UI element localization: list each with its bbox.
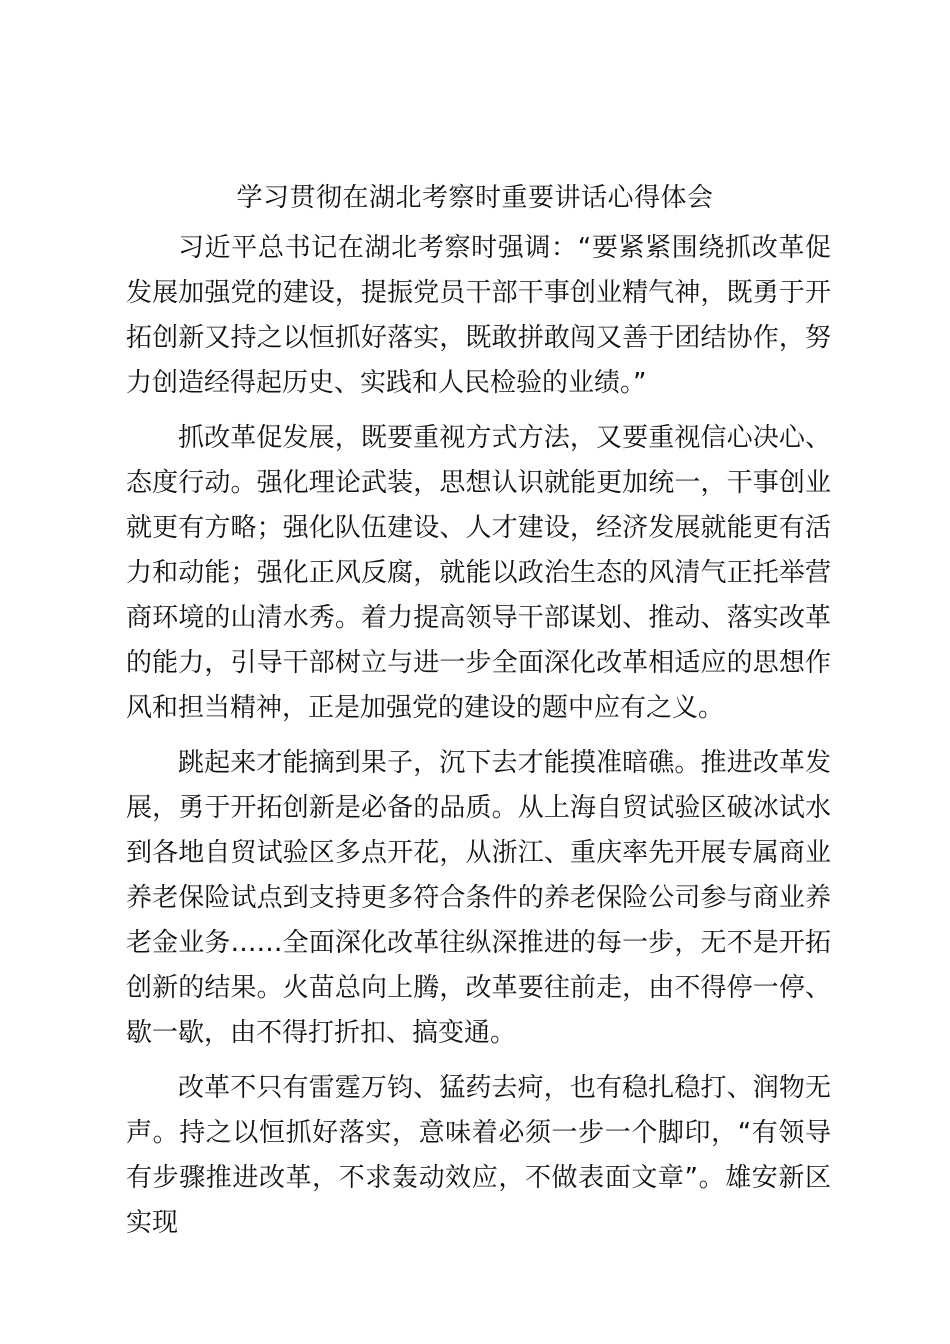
document-body bbox=[126, 226, 831, 1246]
document-title: 学习贯彻在湖北考察时重要讲话心得体会 bbox=[236, 183, 714, 213]
paragraph-1: 习近平总书记在湖北考察时强调：“要紧紧围绕抓改革促发展加强党的建设，提振党员干部干事创业精气神，既勇于开拓创新又持之以恒抓好落实，既敢拼敢闯又善于团结协作，努力创造经得起历史、实践和人民检验的业绩。” bbox=[126, 233, 831, 398]
paragraph-3: 跳起来才能摘到果子，沉下去才能摸准暗礁。推进改革发展，勇于开拓创新是必备的品质。从上海自贸试验区破冰试水到各地自贸试验区多点开花，从浙江、重庆率先开展专属商业养老保险试点到支持更多符合条件的养老保险公司参与商业养老金业务……全面深化改革往纵深推进的每一步，无不是开拓创新的结果。火苗总向上腾，改革要往前走，由不得停一停、歇一歇，由不得打折扣、搞变通。 bbox=[126, 748, 831, 1048]
paragraph-4: 改革不只有雷霆万钧、猛药去疴，也有稳扎稳打、润物无声。持之以恒抓好落实，意味着必须一步一个脚印，“有领导有步骤推进改革，不求轰动效应，不做表面文章”。雄安新区实现 bbox=[126, 1073, 831, 1238]
paragraph-2: 抓改革促发展，既要重视方式方法，又要重视信心决心、态度行动。强化理论武装，思想认识就能更加统一，干事创业就更有方略；强化队伍建设、人才建设，经济发展就能更有活力和动能；强化正风反腐，就能以政治生态的风清气正托举营商环境的山清水秀。着力提高领导干部谋划、推动、落实改革的能力，引导干部树立与进一步全面深化改革相适应的思想作风和担当精神，正是加强党的建设的题中应有之义。 bbox=[126, 423, 831, 723]
